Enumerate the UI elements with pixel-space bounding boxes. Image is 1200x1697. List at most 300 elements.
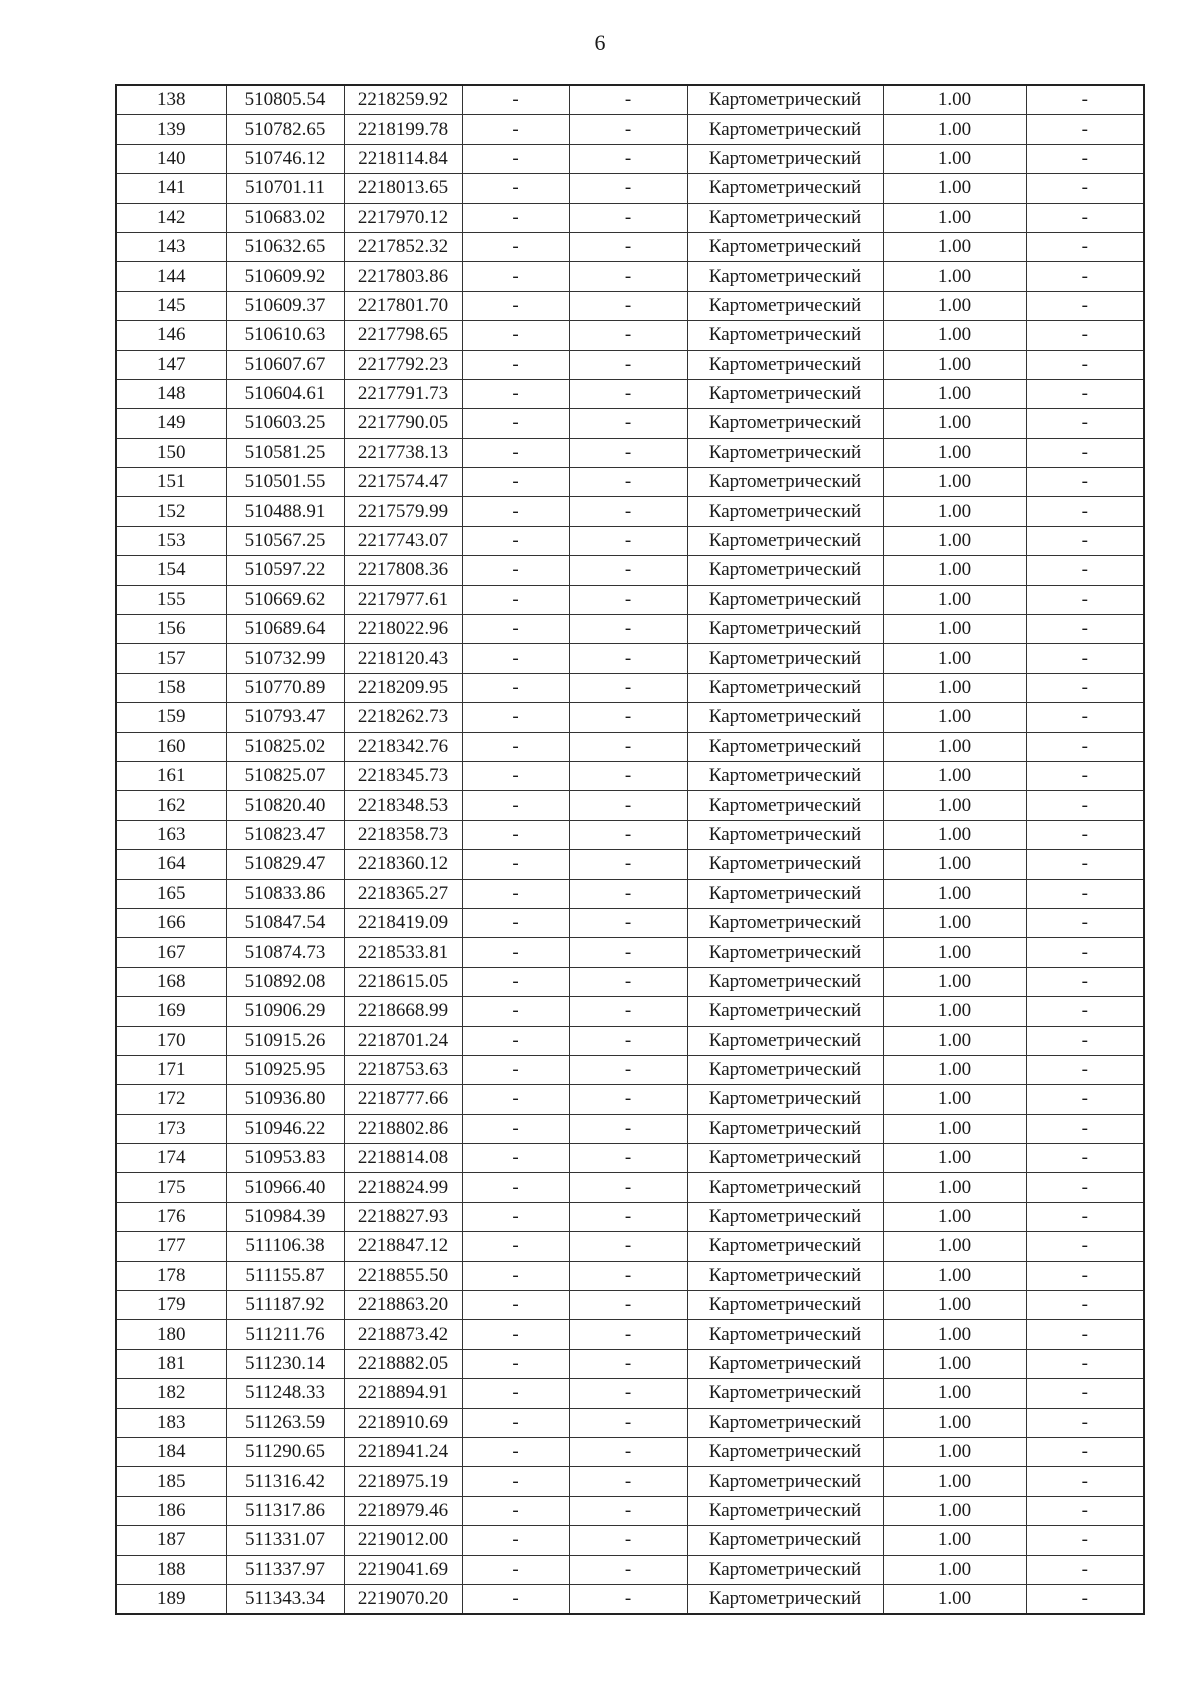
point-number-cell: 141 bbox=[116, 174, 226, 203]
dash-cell: - bbox=[569, 1584, 687, 1614]
accuracy-cell: 1.00 bbox=[883, 85, 1026, 115]
dash-cell: - bbox=[569, 174, 687, 203]
y-coordinate-cell: 2218824.99 bbox=[344, 1173, 462, 1202]
x-coordinate-cell: 510732.99 bbox=[226, 644, 344, 673]
point-number-cell: 185 bbox=[116, 1467, 226, 1496]
table-row bbox=[116, 1173, 1144, 1202]
dash-cell: - bbox=[569, 673, 687, 702]
point-number-cell: 138 bbox=[116, 85, 226, 115]
dash-cell: - bbox=[569, 879, 687, 908]
dash-cell: - bbox=[1026, 1437, 1144, 1466]
y-coordinate-cell: 2217801.70 bbox=[344, 291, 462, 320]
dash-cell: - bbox=[462, 1555, 569, 1584]
dash-cell: - bbox=[462, 967, 569, 996]
y-coordinate-cell: 2218882.05 bbox=[344, 1349, 462, 1378]
point-number-cell: 177 bbox=[116, 1232, 226, 1261]
dash-cell: - bbox=[462, 1584, 569, 1614]
dash-cell: - bbox=[1026, 350, 1144, 379]
table-row bbox=[116, 526, 1144, 555]
dash-cell: - bbox=[1026, 967, 1144, 996]
dash-cell: - bbox=[462, 497, 569, 526]
dash-cell: - bbox=[1026, 850, 1144, 879]
dash-cell: - bbox=[462, 850, 569, 879]
y-coordinate-cell: 2218873.42 bbox=[344, 1320, 462, 1349]
dash-cell: - bbox=[462, 644, 569, 673]
point-number-cell: 145 bbox=[116, 291, 226, 320]
method-cell: Картометрический bbox=[687, 585, 883, 614]
point-number-cell: 160 bbox=[116, 732, 226, 761]
dash-cell: - bbox=[569, 938, 687, 967]
table-row bbox=[116, 1114, 1144, 1143]
table-row bbox=[116, 350, 1144, 379]
method-cell: Картометрический bbox=[687, 438, 883, 467]
point-number-cell: 149 bbox=[116, 409, 226, 438]
method-cell: Картометрический bbox=[687, 291, 883, 320]
x-coordinate-cell: 511263.59 bbox=[226, 1408, 344, 1437]
x-coordinate-cell: 510925.95 bbox=[226, 1055, 344, 1084]
method-cell: Картометрический bbox=[687, 1349, 883, 1378]
method-cell: Картометрический bbox=[687, 144, 883, 173]
dash-cell: - bbox=[462, 556, 569, 585]
page-number: 6 bbox=[594, 30, 606, 55]
dash-cell: - bbox=[1026, 732, 1144, 761]
point-number-cell: 181 bbox=[116, 1349, 226, 1378]
dash-cell: - bbox=[462, 1114, 569, 1143]
y-coordinate-cell: 2217808.36 bbox=[344, 556, 462, 585]
dash-cell: - bbox=[1026, 938, 1144, 967]
method-cell: Картометрический bbox=[687, 262, 883, 291]
accuracy-cell: 1.00 bbox=[883, 791, 1026, 820]
table-row bbox=[116, 1026, 1144, 1055]
point-number-cell: 180 bbox=[116, 1320, 226, 1349]
dash-cell: - bbox=[1026, 1349, 1144, 1378]
x-coordinate-cell: 510829.47 bbox=[226, 850, 344, 879]
dash-cell: - bbox=[462, 732, 569, 761]
point-number-cell: 167 bbox=[116, 938, 226, 967]
dash-cell: - bbox=[462, 438, 569, 467]
dash-cell: - bbox=[1026, 1173, 1144, 1202]
method-cell: Картометрический bbox=[687, 85, 883, 115]
method-cell: Картометрический bbox=[687, 1026, 883, 1055]
accuracy-cell: 1.00 bbox=[883, 644, 1026, 673]
dash-cell: - bbox=[462, 1173, 569, 1202]
point-number-cell: 142 bbox=[116, 203, 226, 232]
dash-cell: - bbox=[569, 820, 687, 849]
dash-cell: - bbox=[1026, 673, 1144, 702]
accuracy-cell: 1.00 bbox=[883, 938, 1026, 967]
table-row bbox=[116, 1555, 1144, 1584]
dash-cell: - bbox=[462, 1085, 569, 1114]
table-row bbox=[116, 908, 1144, 937]
y-coordinate-cell: 2218419.09 bbox=[344, 908, 462, 937]
point-number-cell: 183 bbox=[116, 1408, 226, 1437]
table-row bbox=[116, 468, 1144, 497]
accuracy-cell: 1.00 bbox=[883, 1202, 1026, 1231]
y-coordinate-cell: 2218777.66 bbox=[344, 1085, 462, 1114]
table-row bbox=[116, 1202, 1144, 1231]
dash-cell: - bbox=[569, 115, 687, 144]
x-coordinate-cell: 510581.25 bbox=[226, 438, 344, 467]
point-number-cell: 153 bbox=[116, 526, 226, 555]
accuracy-cell: 1.00 bbox=[883, 1349, 1026, 1378]
y-coordinate-cell: 2218753.63 bbox=[344, 1055, 462, 1084]
table-row bbox=[116, 791, 1144, 820]
accuracy-cell: 1.00 bbox=[883, 1232, 1026, 1261]
method-cell: Картометрический bbox=[687, 1173, 883, 1202]
table-row bbox=[116, 820, 1144, 849]
y-coordinate-cell: 2218615.05 bbox=[344, 967, 462, 996]
dash-cell: - bbox=[569, 1291, 687, 1320]
accuracy-cell: 1.00 bbox=[883, 144, 1026, 173]
point-number-cell: 163 bbox=[116, 820, 226, 849]
method-cell: Картометрический bbox=[687, 203, 883, 232]
dash-cell: - bbox=[1026, 321, 1144, 350]
accuracy-cell: 1.00 bbox=[883, 556, 1026, 585]
method-cell: Картометрический bbox=[687, 761, 883, 790]
table-row bbox=[116, 761, 1144, 790]
x-coordinate-cell: 510953.83 bbox=[226, 1144, 344, 1173]
x-coordinate-cell: 510597.22 bbox=[226, 556, 344, 585]
accuracy-cell: 1.00 bbox=[883, 379, 1026, 408]
method-cell: Картометрический bbox=[687, 115, 883, 144]
table-row bbox=[116, 321, 1144, 350]
point-number-cell: 179 bbox=[116, 1291, 226, 1320]
dash-cell: - bbox=[462, 997, 569, 1026]
y-coordinate-cell: 2218120.43 bbox=[344, 644, 462, 673]
dash-cell: - bbox=[1026, 144, 1144, 173]
dash-cell: - bbox=[462, 1496, 569, 1525]
dash-cell: - bbox=[1026, 1291, 1144, 1320]
dash-cell: - bbox=[569, 232, 687, 261]
table-row bbox=[116, 1408, 1144, 1437]
coordinates-table-container bbox=[115, 84, 1145, 1615]
table-row bbox=[116, 879, 1144, 908]
method-cell: Картометрический bbox=[687, 350, 883, 379]
table-row bbox=[116, 85, 1144, 115]
dash-cell: - bbox=[1026, 1055, 1144, 1084]
accuracy-cell: 1.00 bbox=[883, 291, 1026, 320]
dash-cell: - bbox=[462, 1232, 569, 1261]
point-number-cell: 174 bbox=[116, 1144, 226, 1173]
point-number-cell: 154 bbox=[116, 556, 226, 585]
table-row bbox=[116, 1437, 1144, 1466]
accuracy-cell: 1.00 bbox=[883, 1144, 1026, 1173]
accuracy-cell: 1.00 bbox=[883, 850, 1026, 879]
accuracy-cell: 1.00 bbox=[883, 732, 1026, 761]
dash-cell: - bbox=[462, 1026, 569, 1055]
accuracy-cell: 1.00 bbox=[883, 438, 1026, 467]
x-coordinate-cell: 510603.25 bbox=[226, 409, 344, 438]
dash-cell: - bbox=[462, 144, 569, 173]
table-row bbox=[116, 1055, 1144, 1084]
method-cell: Картометрический bbox=[687, 497, 883, 526]
dash-cell: - bbox=[1026, 1496, 1144, 1525]
method-cell: Картометрический bbox=[687, 1555, 883, 1584]
point-number-cell: 156 bbox=[116, 615, 226, 644]
dash-cell: - bbox=[1026, 438, 1144, 467]
y-coordinate-cell: 2217790.05 bbox=[344, 409, 462, 438]
y-coordinate-cell: 2218114.84 bbox=[344, 144, 462, 173]
dash-cell: - bbox=[1026, 1379, 1144, 1408]
dash-cell: - bbox=[569, 703, 687, 732]
table-row bbox=[116, 1232, 1144, 1261]
dash-cell: - bbox=[569, 468, 687, 497]
dash-cell: - bbox=[569, 615, 687, 644]
dash-cell: - bbox=[569, 1496, 687, 1525]
dash-cell: - bbox=[569, 1408, 687, 1437]
dash-cell: - bbox=[462, 703, 569, 732]
x-coordinate-cell: 511317.86 bbox=[226, 1496, 344, 1525]
table-row bbox=[116, 1496, 1144, 1525]
accuracy-cell: 1.00 bbox=[883, 1437, 1026, 1466]
y-coordinate-cell: 2217852.32 bbox=[344, 232, 462, 261]
point-number-cell: 148 bbox=[116, 379, 226, 408]
table-row bbox=[116, 615, 1144, 644]
x-coordinate-cell: 511187.92 bbox=[226, 1291, 344, 1320]
dash-cell: - bbox=[569, 1144, 687, 1173]
accuracy-cell: 1.00 bbox=[883, 615, 1026, 644]
dash-cell: - bbox=[462, 468, 569, 497]
table-row bbox=[116, 232, 1144, 261]
x-coordinate-cell: 510669.62 bbox=[226, 585, 344, 614]
method-cell: Картометрический bbox=[687, 703, 883, 732]
dash-cell: - bbox=[569, 1320, 687, 1349]
accuracy-cell: 1.00 bbox=[883, 497, 1026, 526]
method-cell: Картометрический bbox=[687, 556, 883, 585]
method-cell: Картометрический bbox=[687, 379, 883, 408]
method-cell: Картометрический bbox=[687, 468, 883, 497]
point-number-cell: 172 bbox=[116, 1085, 226, 1114]
table-row bbox=[116, 409, 1144, 438]
method-cell: Картометрический bbox=[687, 1114, 883, 1143]
dash-cell: - bbox=[1026, 1526, 1144, 1555]
dash-cell: - bbox=[462, 761, 569, 790]
table-row bbox=[116, 556, 1144, 585]
y-coordinate-cell: 2218262.73 bbox=[344, 703, 462, 732]
x-coordinate-cell: 510689.64 bbox=[226, 615, 344, 644]
y-coordinate-cell: 2217798.65 bbox=[344, 321, 462, 350]
y-coordinate-cell: 2218863.20 bbox=[344, 1291, 462, 1320]
table-row bbox=[116, 379, 1144, 408]
method-cell: Картометрический bbox=[687, 997, 883, 1026]
dash-cell: - bbox=[1026, 997, 1144, 1026]
point-number-cell: 151 bbox=[116, 468, 226, 497]
dash-cell: - bbox=[462, 350, 569, 379]
point-number-cell: 184 bbox=[116, 1437, 226, 1466]
table-row bbox=[116, 115, 1144, 144]
x-coordinate-cell: 511155.87 bbox=[226, 1261, 344, 1290]
accuracy-cell: 1.00 bbox=[883, 1261, 1026, 1290]
x-coordinate-cell: 510632.65 bbox=[226, 232, 344, 261]
method-cell: Картометрический bbox=[687, 938, 883, 967]
accuracy-cell: 1.00 bbox=[883, 1526, 1026, 1555]
y-coordinate-cell: 2217792.23 bbox=[344, 350, 462, 379]
dash-cell: - bbox=[1026, 203, 1144, 232]
table-row bbox=[116, 1291, 1144, 1320]
dash-cell: - bbox=[462, 115, 569, 144]
y-coordinate-cell: 2218209.95 bbox=[344, 673, 462, 702]
dash-cell: - bbox=[462, 879, 569, 908]
dash-cell: - bbox=[1026, 1320, 1144, 1349]
method-cell: Картометрический bbox=[687, 174, 883, 203]
dash-cell: - bbox=[462, 1144, 569, 1173]
y-coordinate-cell: 2218701.24 bbox=[344, 1026, 462, 1055]
y-coordinate-cell: 2218199.78 bbox=[344, 115, 462, 144]
y-coordinate-cell: 2217791.73 bbox=[344, 379, 462, 408]
table-row bbox=[116, 1144, 1144, 1173]
table-row bbox=[116, 291, 1144, 320]
dash-cell: - bbox=[1026, 703, 1144, 732]
y-coordinate-cell: 2218348.53 bbox=[344, 791, 462, 820]
dash-cell: - bbox=[462, 1408, 569, 1437]
x-coordinate-cell: 510984.39 bbox=[226, 1202, 344, 1231]
point-number-cell: 139 bbox=[116, 115, 226, 144]
dash-cell: - bbox=[462, 291, 569, 320]
table-row bbox=[116, 1349, 1144, 1378]
accuracy-cell: 1.00 bbox=[883, 967, 1026, 996]
accuracy-cell: 1.00 bbox=[883, 908, 1026, 937]
y-coordinate-cell: 2218533.81 bbox=[344, 938, 462, 967]
y-coordinate-cell: 2218827.93 bbox=[344, 1202, 462, 1231]
accuracy-cell: 1.00 bbox=[883, 1085, 1026, 1114]
method-cell: Картометрический bbox=[687, 1055, 883, 1084]
y-coordinate-cell: 2218814.08 bbox=[344, 1144, 462, 1173]
dash-cell: - bbox=[1026, 820, 1144, 849]
method-cell: Картометрический bbox=[687, 820, 883, 849]
coordinates-table bbox=[115, 84, 1145, 1615]
y-coordinate-cell: 2217738.13 bbox=[344, 438, 462, 467]
dash-cell: - bbox=[462, 585, 569, 614]
point-number-cell: 188 bbox=[116, 1555, 226, 1584]
dash-cell: - bbox=[569, 350, 687, 379]
dash-cell: - bbox=[462, 85, 569, 115]
x-coordinate-cell: 511331.07 bbox=[226, 1526, 344, 1555]
dash-cell: - bbox=[462, 1526, 569, 1555]
y-coordinate-cell: 2218013.65 bbox=[344, 174, 462, 203]
dash-cell: - bbox=[1026, 1026, 1144, 1055]
y-coordinate-cell: 2217977.61 bbox=[344, 585, 462, 614]
dash-cell: - bbox=[569, 438, 687, 467]
x-coordinate-cell: 510906.29 bbox=[226, 997, 344, 1026]
dash-cell: - bbox=[1026, 1114, 1144, 1143]
dash-cell: - bbox=[569, 791, 687, 820]
x-coordinate-cell: 510782.65 bbox=[226, 115, 344, 144]
dash-cell: - bbox=[569, 497, 687, 526]
dash-cell: - bbox=[569, 409, 687, 438]
y-coordinate-cell: 2217579.99 bbox=[344, 497, 462, 526]
method-cell: Картометрический bbox=[687, 1467, 883, 1496]
accuracy-cell: 1.00 bbox=[883, 673, 1026, 702]
dash-cell: - bbox=[462, 379, 569, 408]
x-coordinate-cell: 510607.67 bbox=[226, 350, 344, 379]
x-coordinate-cell: 510966.40 bbox=[226, 1173, 344, 1202]
dash-cell: - bbox=[569, 1437, 687, 1466]
dash-cell: - bbox=[462, 232, 569, 261]
dash-cell: - bbox=[1026, 1555, 1144, 1584]
table-row bbox=[116, 144, 1144, 173]
dash-cell: - bbox=[462, 1202, 569, 1231]
y-coordinate-cell: 2218358.73 bbox=[344, 820, 462, 849]
dash-cell: - bbox=[462, 1467, 569, 1496]
dash-cell: - bbox=[569, 85, 687, 115]
dash-cell: - bbox=[1026, 409, 1144, 438]
table-row bbox=[116, 673, 1144, 702]
accuracy-cell: 1.00 bbox=[883, 468, 1026, 497]
dash-cell: - bbox=[1026, 1467, 1144, 1496]
method-cell: Картометрический bbox=[687, 1496, 883, 1525]
dash-cell: - bbox=[569, 379, 687, 408]
method-cell: Картометрический bbox=[687, 1261, 883, 1290]
dash-cell: - bbox=[462, 1437, 569, 1466]
x-coordinate-cell: 510793.47 bbox=[226, 703, 344, 732]
accuracy-cell: 1.00 bbox=[883, 1173, 1026, 1202]
dash-cell: - bbox=[1026, 1085, 1144, 1114]
dash-cell: - bbox=[1026, 585, 1144, 614]
dash-cell: - bbox=[462, 174, 569, 203]
dash-cell: - bbox=[569, 1055, 687, 1084]
accuracy-cell: 1.00 bbox=[883, 232, 1026, 261]
dash-cell: - bbox=[1026, 615, 1144, 644]
point-number-cell: 143 bbox=[116, 232, 226, 261]
x-coordinate-cell: 510847.54 bbox=[226, 908, 344, 937]
x-coordinate-cell: 510823.47 bbox=[226, 820, 344, 849]
y-coordinate-cell: 2218668.99 bbox=[344, 997, 462, 1026]
point-number-cell: 161 bbox=[116, 761, 226, 790]
table-row bbox=[116, 1379, 1144, 1408]
dash-cell: - bbox=[462, 1320, 569, 1349]
table-row bbox=[116, 203, 1144, 232]
table-row bbox=[116, 732, 1144, 761]
y-coordinate-cell: 2217574.47 bbox=[344, 468, 462, 497]
point-number-cell: 162 bbox=[116, 791, 226, 820]
accuracy-cell: 1.00 bbox=[883, 879, 1026, 908]
point-number-cell: 189 bbox=[116, 1584, 226, 1614]
dash-cell: - bbox=[1026, 379, 1144, 408]
dash-cell: - bbox=[569, 1173, 687, 1202]
dash-cell: - bbox=[1026, 1232, 1144, 1261]
method-cell: Картометрический bbox=[687, 791, 883, 820]
point-number-cell: 164 bbox=[116, 850, 226, 879]
point-number-cell: 155 bbox=[116, 585, 226, 614]
y-coordinate-cell: 2217803.86 bbox=[344, 262, 462, 291]
x-coordinate-cell: 510820.40 bbox=[226, 791, 344, 820]
dash-cell: - bbox=[1026, 1144, 1144, 1173]
dash-cell: - bbox=[462, 203, 569, 232]
dash-cell: - bbox=[1026, 262, 1144, 291]
dash-cell: - bbox=[1026, 556, 1144, 585]
accuracy-cell: 1.00 bbox=[883, 262, 1026, 291]
accuracy-cell: 1.00 bbox=[883, 350, 1026, 379]
dash-cell: - bbox=[569, 1349, 687, 1378]
x-coordinate-cell: 511106.38 bbox=[226, 1232, 344, 1261]
accuracy-cell: 1.00 bbox=[883, 115, 1026, 144]
table-row bbox=[116, 262, 1144, 291]
dash-cell: - bbox=[1026, 232, 1144, 261]
x-coordinate-cell: 510610.63 bbox=[226, 321, 344, 350]
method-cell: Картометрический bbox=[687, 1085, 883, 1114]
dash-cell: - bbox=[569, 1114, 687, 1143]
dash-cell: - bbox=[569, 1526, 687, 1555]
y-coordinate-cell: 2218979.46 bbox=[344, 1496, 462, 1525]
table-row bbox=[116, 850, 1144, 879]
point-number-cell: 168 bbox=[116, 967, 226, 996]
table-row bbox=[116, 997, 1144, 1026]
x-coordinate-cell: 510805.54 bbox=[226, 85, 344, 115]
point-number-cell: 147 bbox=[116, 350, 226, 379]
dash-cell: - bbox=[569, 144, 687, 173]
dash-cell: - bbox=[1026, 291, 1144, 320]
accuracy-cell: 1.00 bbox=[883, 526, 1026, 555]
